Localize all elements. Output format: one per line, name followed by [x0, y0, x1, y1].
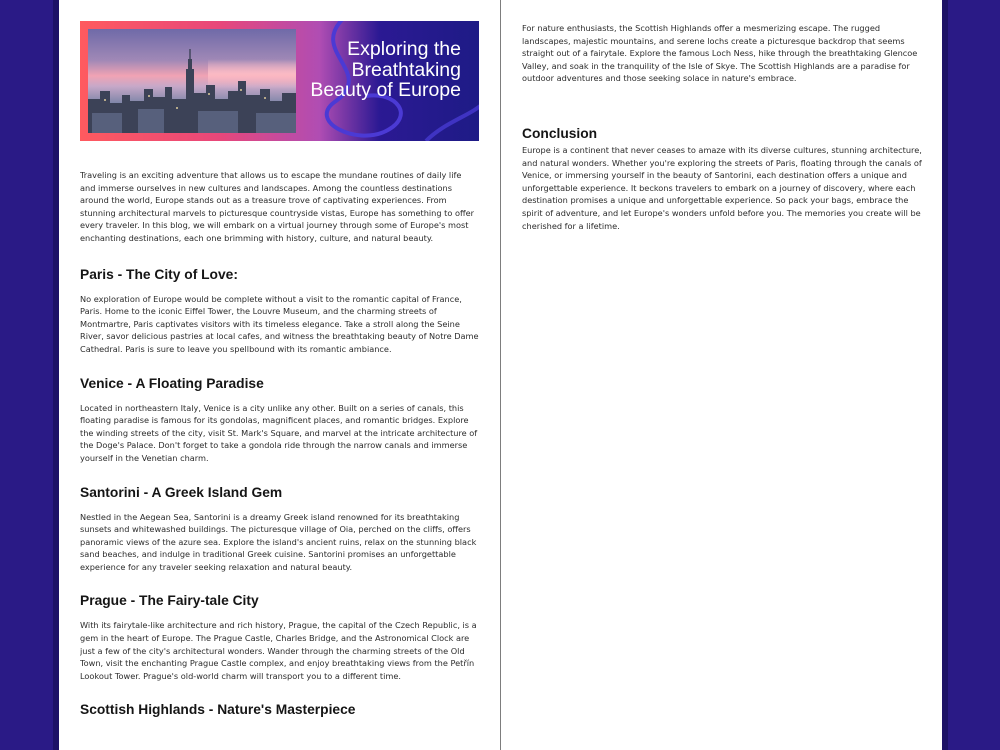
right-page	[522, 22, 922, 722]
page-divider	[500, 0, 501, 750]
scottish-highlands-body: For nature enthusiasts, the Scottish Highlands offer a mesmerizing escape. The rugged landscapes, majestic mountains, and serene lochs create a picturesque backdrop that seems straight out of a fairytale. Explore the famous Loch Ness, hike through the breathtaking Glencoe Valley, and soak in the tranquility of the Isle of Skye. The Scottish Highlands are a paradise for outdoor adventures and those seeking solace in nature's embrace.	[522, 23, 918, 84]
section-scottish-highlands	[80, 702, 479, 718]
section-santorini	[80, 485, 479, 574]
conclusion-heading: Conclusion	[522, 125, 598, 141]
section-heading: Santorini - A Greek Island Gem	[80, 484, 283, 500]
section-heading: Prague - The Fairy-tale City	[80, 593, 259, 609]
section-heading: Scottish Highlands - Nature's Masterpiece	[80, 702, 356, 718]
section-body: Located in northeastern Italy, Venice is a city unlike any other. Built on a series of canals, this floating paradise is famous for its gondolas, magnificent places, and romantic bridges. Explore the winding streets of the city, visit St. Mark's Square, and marvel at the intricate architecture of the Doge's Palace. Don't forget to take a gondola ride through the narrow canals and immerse yourself in the Venetian charm.	[80, 402, 478, 463]
intro-paragraph: Traveling is an exciting adventure that allows us to escape the mundane routines of daily life and immerse ourselves in new cultures and landscapes. Among the countless destinations around the world, Europe stands out as a treasure trove of captivating experiences. From stunning architectural marvels to picturesque countryside vistas, Europe has something to offer every traveler. In this blog, we will embark on a virtual journey through some of Europe's most enchanting destinations, each one brimming with history, culture, and natural beauty.	[80, 170, 475, 243]
header-banner	[80, 21, 479, 141]
right-gutter-shadow	[942, 0, 948, 750]
document-spread	[59, 0, 942, 750]
section-paris	[80, 267, 479, 356]
section-heading: Venice - A Floating Paradise	[80, 375, 264, 391]
section-prague	[80, 593, 479, 682]
banner-title: Exploring the Breathtaking Beauty of Europe	[310, 38, 461, 101]
conclusion-body: Europe is a continent that never ceases to amaze with its diverse cultures, stunning architecture, and natural wonders. Whether you're exploring the streets of Paris, floating through the canals of Venice, or immersing yourself in the beauty of Santorini, each destination offers a unique and unforgettable experience. It beckons travelers to embark on a journey of discovery, where each destination promises a unique and unforgettable experience. So pack your bags, embrace the spirit of adventure, and let Europe's wonders unfold before you. The memories you create will be cherished for a lifetime.	[522, 144, 922, 231]
section-body: With its fairytale-like architecture and rich history, Prague, the capital of the Czech Republic, is a gem in the heart of Europe. The Prague Castle, Charles Bridge, and the Astronomical Clock are just a few of the city's architectural wonders. Wander through the charming streets of the Old Town, visit the enchanting Prague Castle complex, and enjoy breathtaking views from the Petřín Lookout Tower. Prague's old-world charm will transport you to a different time.	[80, 620, 477, 681]
sections-list	[80, 267, 479, 719]
section-body: No exploration of Europe would be complete without a visit to the romantic capital of France, Paris. Home to the iconic Eiffel Tower, the Louvre Museum, and the charming streets of Montmartre, Paris captivates visitors with its timeless elegance. Take a stroll along the Seine River, savor delicious pastries at local cafes, and witness the breathtaking beauty of Notre Dame Cathedral. Paris is sure to leave you spellbound with its romantic ambiance.	[80, 293, 479, 354]
section-heading: Paris - The City of Love:	[80, 266, 238, 282]
section-body: Nestled in the Aegean Sea, Santorini is a dreamy Greek island renowned for its breathtaking sunsets and whitewashed buildings. The picturesque village of Oia, perched on the cliffs, offers panoramic views of the azure sea. Explore the island's ancient ruins, relax on the stunning black sand beaches, and indulge in traditional Greek cuisine. Santorini promises an unforgettable experience for any traveler seeking relaxation and natural beauty.	[80, 511, 477, 572]
skyline-icon	[88, 29, 296, 133]
left-page	[80, 21, 479, 750]
city-skyline-photo	[88, 29, 296, 133]
section-venice	[80, 376, 479, 465]
